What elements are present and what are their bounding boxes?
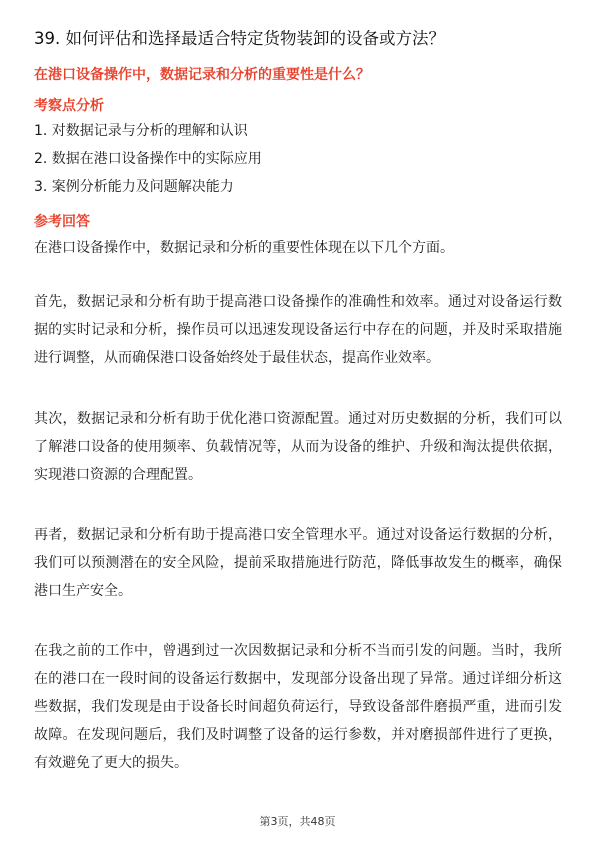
analysis-heading: 考察点分析 xyxy=(34,98,104,114)
analysis-point-2: 2. 数据在港口设备操作中的实际应用 xyxy=(34,151,262,167)
answer-paragraph-2: 其次，数据记录和分析有助于优化港口资源配置。通过对历史数据的分析，我们可以了解港口设备的使用频率、负载情况等，从而为设备的维护、升级和淘汰提供依据，实现港口资源的合理配置。 xyxy=(34,411,562,483)
analysis-point-list xyxy=(34,121,262,205)
answer-paragraph-4: 在我之前的工作中，曾遇到过一次因数据记录和分析不当而引发的问题。当时，我所在的港口在一段时间的设备运行数据中，发现部分设备出现了异常。通过详细分析这些数据，我们发现是由于设备长时间超负荷运行，导致设备部件磨损严重，进而引发故障。在发现问题后，我们及时调整了设备的运行参数，并对磨损部件进行了更换，有效避免了更大的损失。 xyxy=(34,643,562,771)
analysis-point-3: 3. 案例分析能力及问题解决能力 xyxy=(34,179,234,195)
question-title: 39. 如何评估和选择最适合特定货物装卸的设备或方法？ xyxy=(34,29,445,48)
page-number-footer: 第3页，共48页 xyxy=(259,815,336,828)
answer-paragraph-1: 首先，数据记录和分析有助于提高港口设备操作的准确性和效率。通过对设备运行数据的实时记录和分析，操作员可以迅速发现设备运行中存在的问题，并及时采取措施进行调整，从而确保港口设备始终处于最佳状态，提高作业效率。 xyxy=(34,294,562,366)
answer-intro: 在港口设备操作中，数据记录和分析的重要性体现在以下几个方面。 xyxy=(34,240,454,256)
analysis-point-1: 1. 对数据记录与分析的理解和认识 xyxy=(34,123,248,139)
sub-question-heading: 在港口设备操作中，数据记录和分析的重要性是什么？ xyxy=(34,67,370,83)
answer-paragraph-3: 再者，数据记录和分析有助于提高港口安全管理水平。通过对设备运行数据的分析，我们可以预测潜在的安全风险，提前采取措施进行防范，降低事故发生的概率，确保港口生产安全。 xyxy=(34,527,562,599)
answer-heading: 参考回答 xyxy=(34,214,90,230)
